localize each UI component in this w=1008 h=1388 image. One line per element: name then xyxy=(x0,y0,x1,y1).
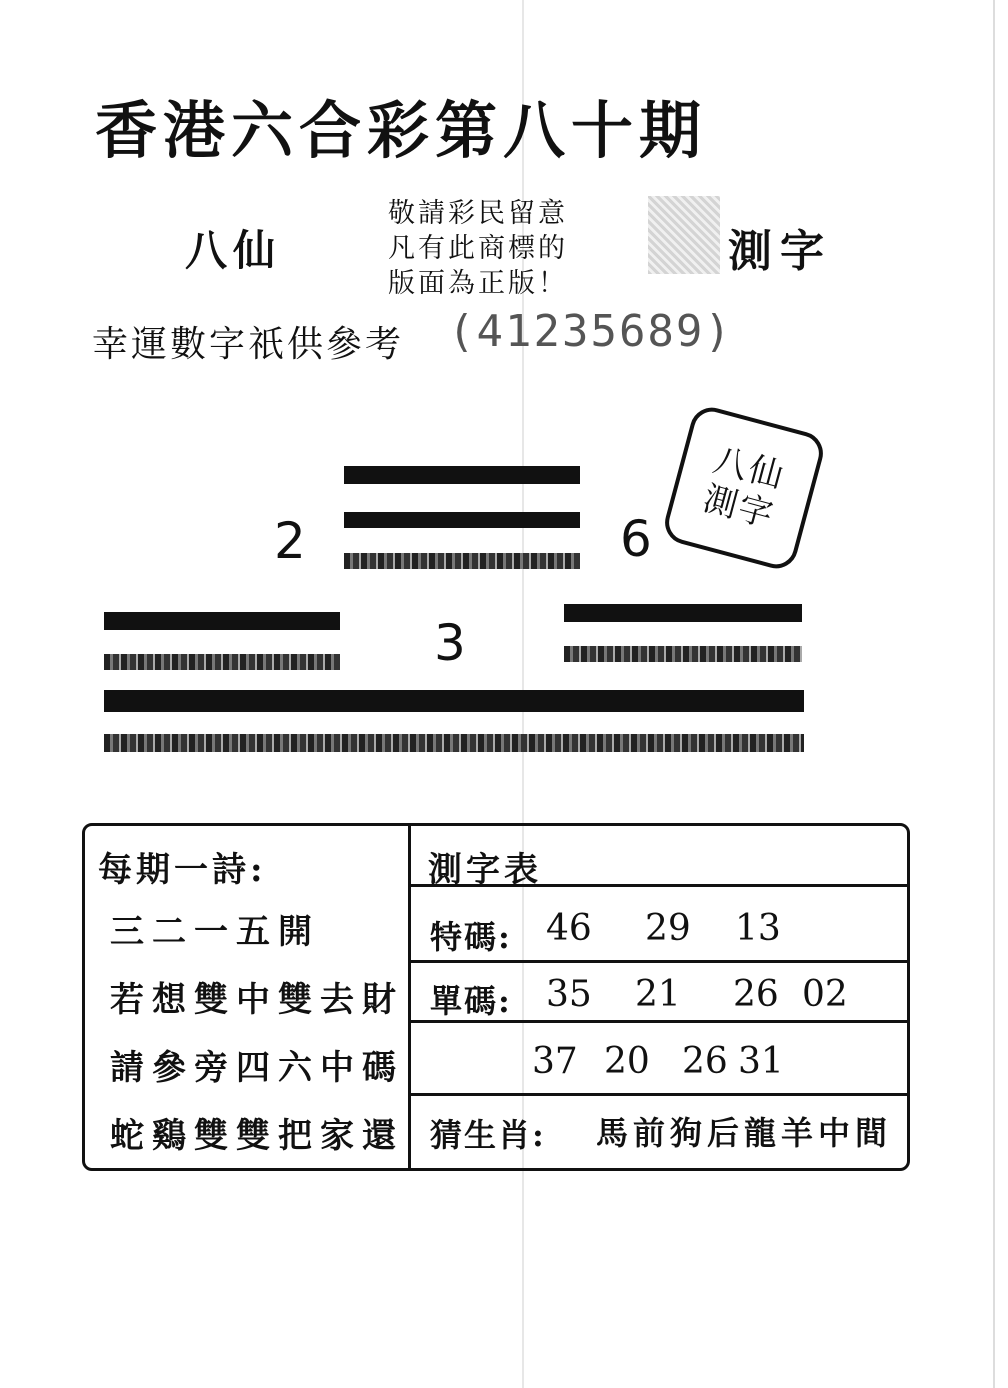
fold-line xyxy=(993,0,995,1388)
trigram-line xyxy=(104,690,804,712)
special-code-label: 特碼: xyxy=(430,918,512,956)
notice-line: 凡有此商標的 xyxy=(388,233,568,264)
row-divider xyxy=(410,960,910,963)
poem-line: 若想雙中雙去財 xyxy=(110,980,404,1020)
trigram-line xyxy=(564,604,802,622)
single-code-label: 單碼: xyxy=(430,982,512,1020)
zodiac-label: 猜生肖: xyxy=(430,1116,546,1154)
trigram-line xyxy=(104,654,340,670)
single-number: 20 xyxy=(604,1041,650,1082)
brand-baxian: 八仙 xyxy=(185,226,282,275)
authenticity-notice xyxy=(388,196,568,301)
poem-line: 蛇鷄雙雙把家還 xyxy=(110,1116,404,1156)
zodiac-value: 馬前狗后龍羊中間 xyxy=(596,1114,893,1152)
page-title: 香港六合彩第八十期 xyxy=(95,94,708,167)
lucky-numbers-label: 幸運數字祇供參考 xyxy=(92,324,405,365)
single-number: 21 xyxy=(635,974,681,1015)
stamp-line: 八仙 xyxy=(709,440,790,498)
special-number: 13 xyxy=(735,908,781,949)
notice-line: 版面為正版！ xyxy=(388,268,568,299)
trigram-line xyxy=(564,646,802,662)
single-number: 26 xyxy=(682,1041,728,1082)
brand-cezi: 測字 xyxy=(728,226,832,277)
box-divider xyxy=(408,823,411,1171)
row-divider xyxy=(410,1093,910,1096)
baxian-stamp xyxy=(660,403,828,573)
trademark-logo xyxy=(648,196,720,274)
single-number: 37 xyxy=(532,1041,578,1082)
stamp-line: 測字 xyxy=(698,478,779,536)
single-number: 02 xyxy=(802,974,848,1015)
single-number: 35 xyxy=(546,974,592,1015)
notice-line: 敬請彩民留意 xyxy=(388,198,568,229)
poem-title: 每期一詩: xyxy=(98,850,267,890)
trigram-digit-left: 2 xyxy=(274,512,306,570)
trigram-line xyxy=(104,612,340,630)
lucky-numbers: (41235689) xyxy=(448,306,733,357)
table-title: 測字表 xyxy=(428,850,542,890)
special-number: 46 xyxy=(546,908,592,949)
single-number: 26 xyxy=(733,974,779,1015)
trigram-line xyxy=(344,553,580,569)
poem-line: 請參旁四六中碼 xyxy=(110,1048,404,1088)
trigram-digit-center: 3 xyxy=(434,614,466,672)
trigram-line xyxy=(104,734,804,752)
single-number: 31 xyxy=(738,1041,784,1082)
trigram-line xyxy=(344,512,580,528)
poem-line: 三二一五開 xyxy=(110,912,320,952)
trigram-line xyxy=(344,466,580,484)
special-number: 29 xyxy=(645,908,691,949)
trigram-digit-right: 6 xyxy=(620,510,652,568)
